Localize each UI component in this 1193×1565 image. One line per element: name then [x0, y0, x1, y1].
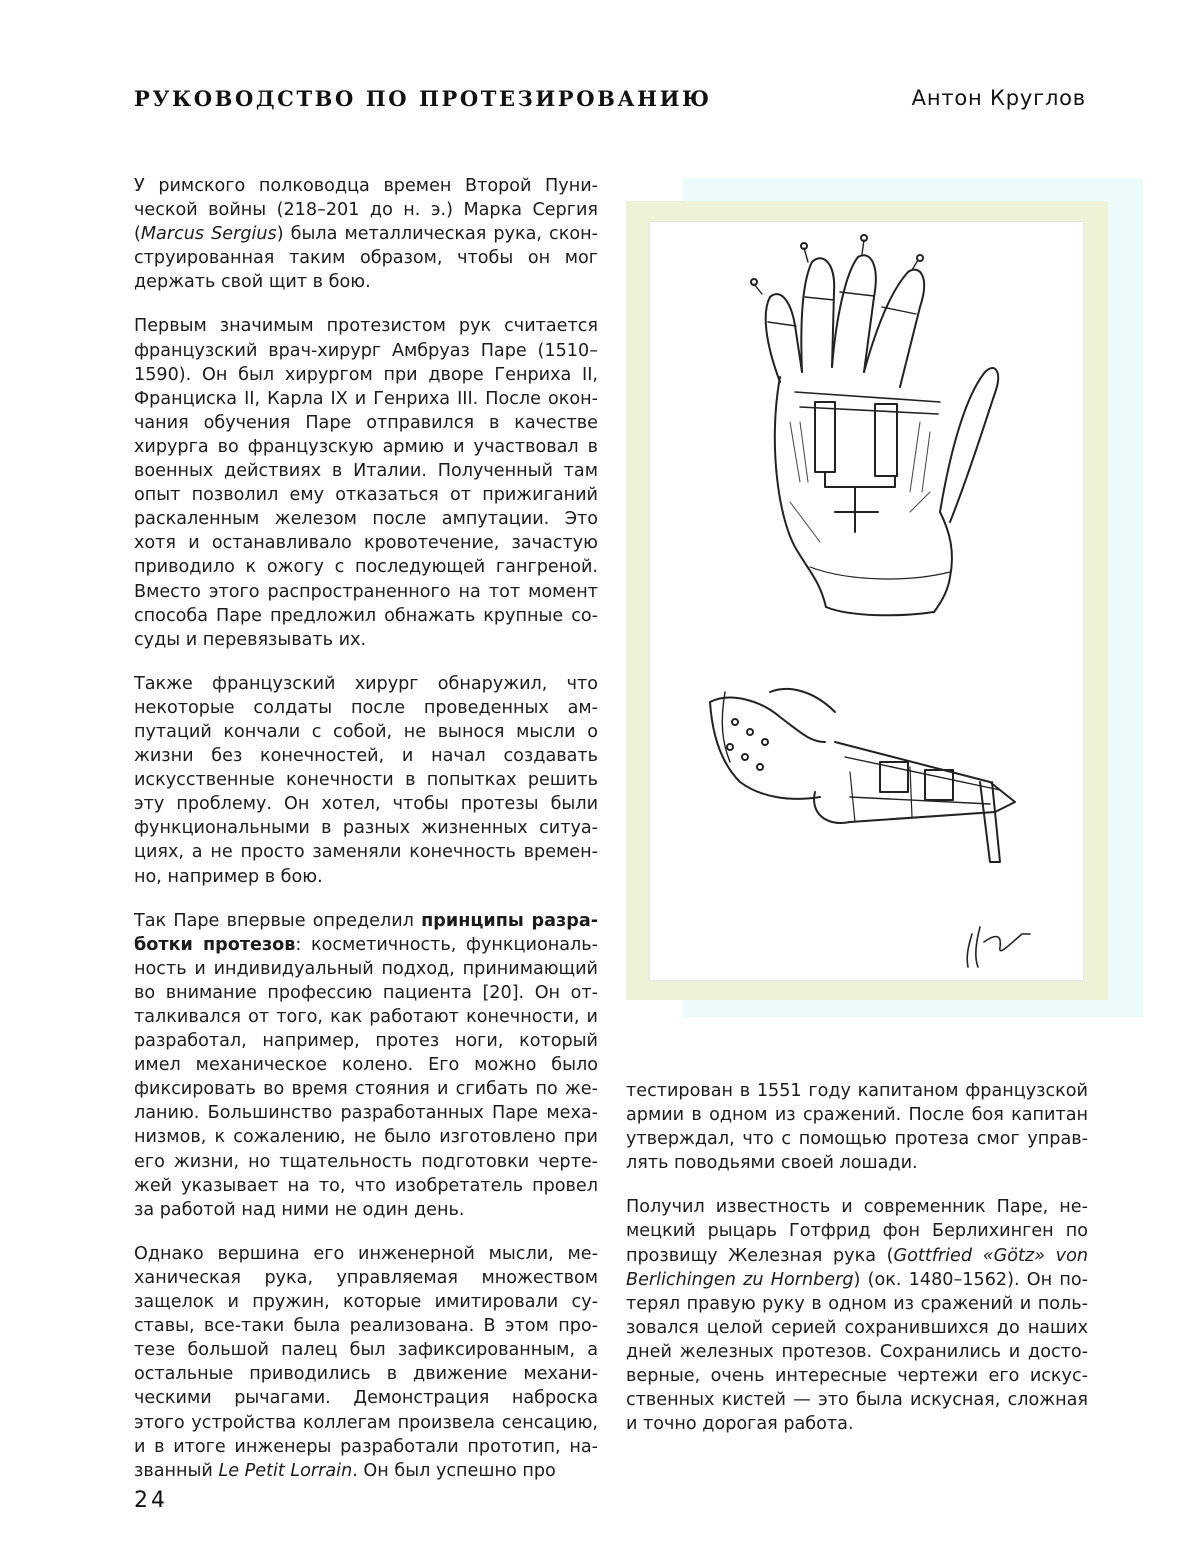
right-text-column	[626, 1079, 1088, 1456]
running-header-author: Антон Круглов	[911, 86, 1086, 110]
paragraph: Однако вершина его инженерной мысли, механическая рука, управляемая множеством защелок и пружин, которые имитировали суставы, все-таки была реализована. В этом протезе большой палец был зафиксированным, а остальные приводились в движение механическими рычагами. Демонстрация наброска этого устройства коллегам произвела сенсацию, и в итоге инженеры разработали прототип, названный Le Petit Lorrain. Он был успешно про	[134, 1243, 598, 1481]
running-header-title: РУКОВОДСТВО ПО ПРОТЕЗИРОВАНИЮ	[134, 86, 712, 111]
paragraph: Также французский хирург обнаружил, что некоторые солдаты после проведенных ампутаций кончали с собой, не вынося мысли о жизни без конечностей, и начал создавать искусственные конечности в попытках решить эту проблему. Он хотел, чтобы протезы были функциональными в разных жизненных ситуациях, а не просто заменяли конечность временно, например в бою.	[134, 673, 598, 887]
artist-signature-icon	[967, 927, 1030, 967]
prosthetic-hand-sketch-icon	[650, 222, 1083, 980]
paragraph: Первым значимым протезистом рук считается французский врач-хирург Амбруаз Паре (1510–1590). Он был хирургом при дворе Генриха II, Франциска II, Карла IX и Генриха III. После окончания обучения Паре отправился в качестве хирурга во французскую армию и участвовал в военных действиях в Италии. Полученный там опыт позволил ему отказаться от прижиганий раскаленным железом после ампутации. Это хотя и останавливало кровотечение, зачастую приводило к ожогу с последующей гангреной. Вместо этого распространенного на тот момент способа Паре предложил обнажать крупные сосуды и перевязывать их.	[134, 316, 598, 650]
prosthetic-hands-illustration	[650, 222, 1083, 980]
paragraph: У римского полководца времен Второй Пунической войны (218–201 до н. э.) Марка Сергия (Marcus Sergius) была металлическая рука, сконструированная таким образом, чтобы он мог держать свой щит в бою.	[134, 176, 598, 293]
paragraph: тестирован в 1551 году капитаном французской армии в одном из сражений. После боя капитан утверждал, что с помощью протеза смог управлять поводьями своей лошади.	[626, 1081, 1088, 1174]
paragraph: Так Паре впервые определил принципы разработки протезов: косметичность, функциональность и индивидуальный подход, принимающий во внимание профессию пациента [20]. Он отталкивался от того, как работают конечности, и разработал, например, протез ноги, который имел механическое колено. Его можно было фиксировать во время стояния и сгибать по желанию. Большинство разработанных Паре механизмов, к сожалению, не было изготовлено при его жизни, но тщательность подготовки чертежей указывает на то, что изобретатель провел за работой над ними не один день.	[134, 910, 599, 1220]
page-number: 24	[134, 1488, 168, 1513]
paragraph: Получил известность и современник Паре, немецкий рыцарь Готфрид фон Берлихинген по прозвищу Железная рука (Gottfried «Götz» von Berlichingen zu Hornberg) (ок. 1480–1562). Он потерял правую руку в одном из сражений и пользовался целой серией сохранившихся до наших дней железных протезов. Сохранились и достоверные, очень интересные чертежи его искусственных кистей — это была искусная, сложная и точно дорогая работа.	[626, 1197, 1088, 1435]
left-text-column	[134, 174, 598, 1503]
